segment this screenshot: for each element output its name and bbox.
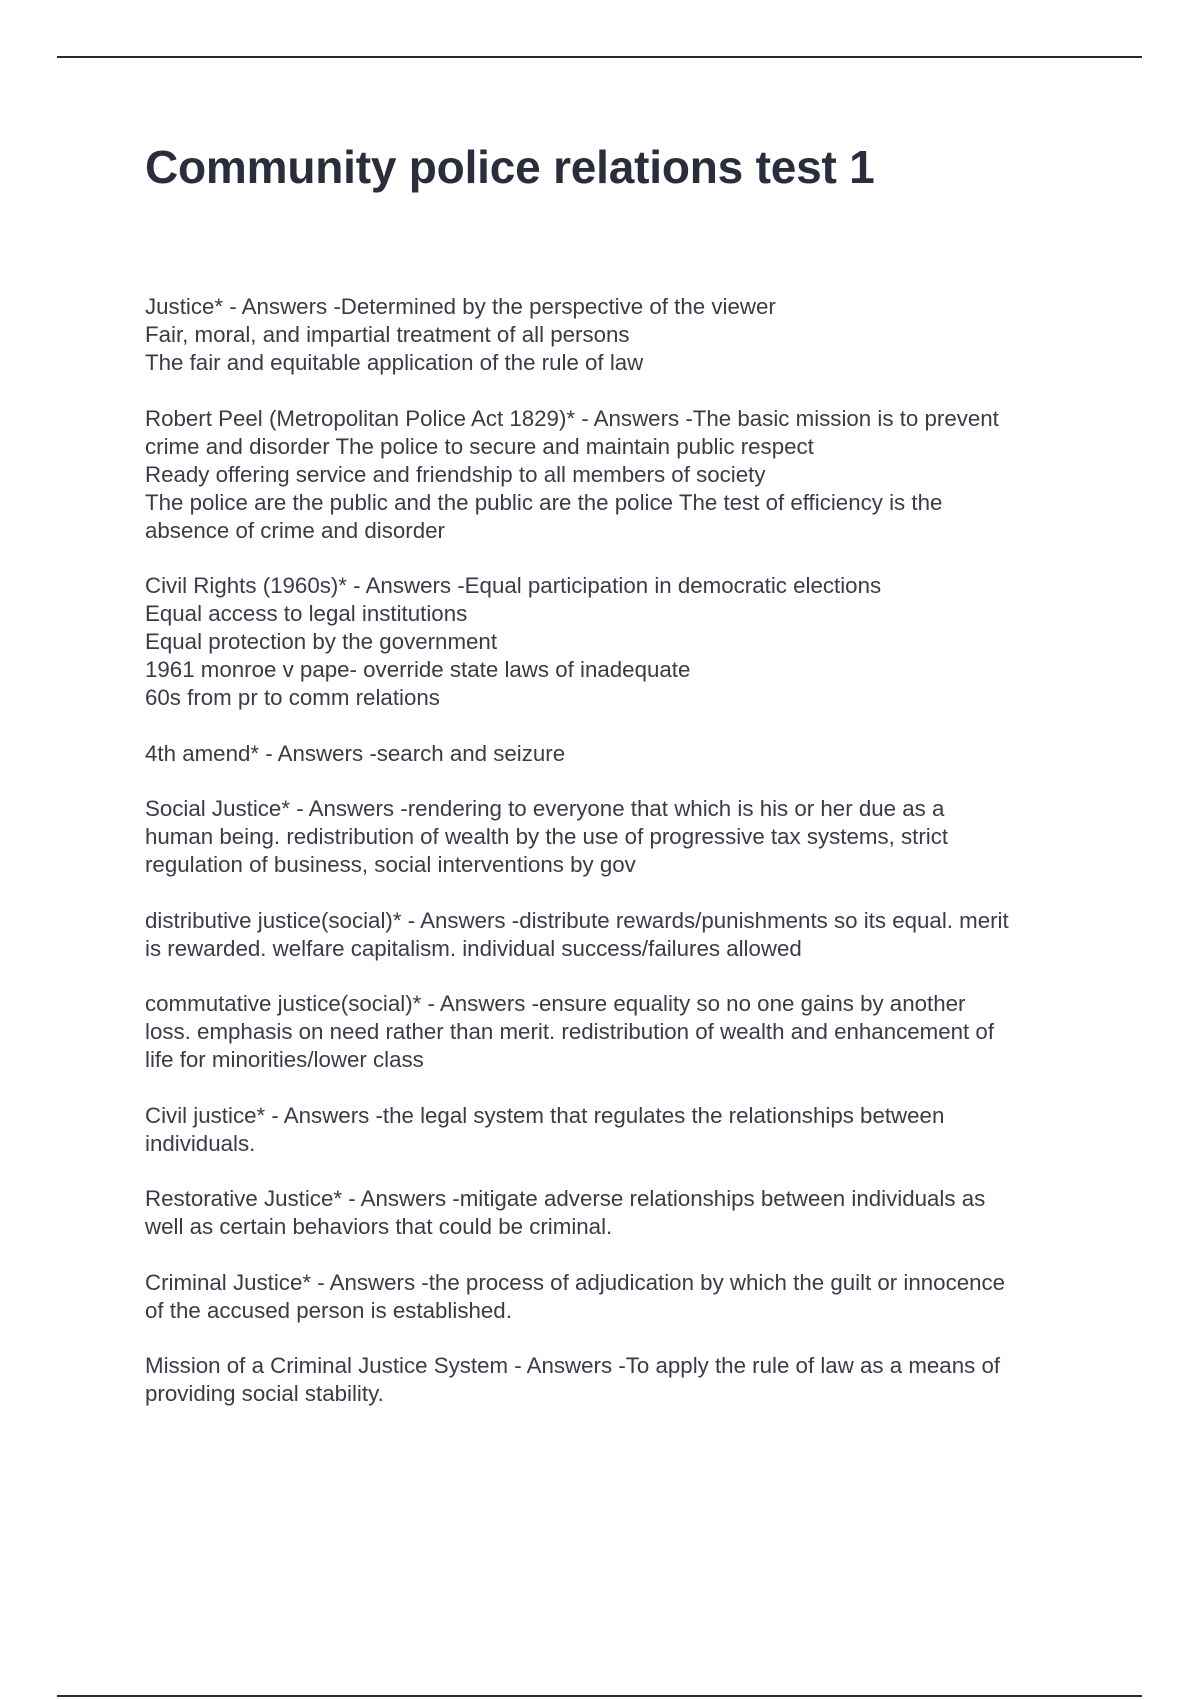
qa-list (145, 293, 1090, 1408)
qa-entry (145, 405, 1090, 545)
qa-line: Fair, moral, and impartial treatment of all persons (145, 322, 630, 348)
qa-entry (145, 1185, 1090, 1241)
qa-line: individuals. (145, 1130, 256, 1156)
qa-entry (145, 1269, 1090, 1325)
qa-line: The fair and equitable application of the rule of law (145, 350, 644, 376)
qa-entry (145, 1352, 1090, 1408)
qa-entry (145, 990, 1090, 1074)
qa-line: Civil justice* - Answers -the legal system that regulates the relationships between (145, 1102, 945, 1128)
qa-line: loss. emphasis on need rather than merit. redistribution of wealth and enhancement of (145, 1019, 995, 1045)
document-body (145, 140, 1090, 1436)
qa-line: commutative justice(social)* - Answers -ensure equality so no one gains by another (145, 991, 966, 1017)
qa-line: providing social stability. (145, 1381, 384, 1407)
qa-line: Equal access to legal institutions (145, 601, 468, 627)
qa-line: life for minorities/lower class (145, 1047, 424, 1073)
qa-line: Justice* - Answers -Determined by the perspective of the viewer (145, 294, 776, 320)
bottom-divider (57, 1695, 1142, 1697)
qa-line: absence of crime and disorder (145, 517, 445, 543)
qa-line: Mission of a Criminal Justice System - Answers -To apply the rule of law as a means of (145, 1353, 1001, 1379)
qa-line: Civil Rights (1960s)* - Answers -Equal participation in democratic elections (145, 573, 882, 599)
qa-line: human being. redistribution of wealth by the use of progressive tax systems, strict (145, 824, 949, 850)
page-title: Community police relations test 1 (145, 141, 875, 193)
qa-line: Social Justice* - Answers -rendering to everyone that which is his or her due as a (145, 796, 945, 822)
qa-line: Restorative Justice* - Answers -mitigate adverse relationships between individuals as (145, 1186, 986, 1212)
qa-line: regulation of business, social interventions by gov (145, 852, 636, 878)
qa-line: Robert Peel (Metropolitan Police Act 1829)* - Answers -The basic mission is to prevent (145, 405, 999, 431)
qa-line: The police are the public and the public are the police The test of efficiency is the (145, 489, 943, 515)
qa-entry (145, 572, 1090, 712)
qa-line: distributive justice(social)* - Answers -distribute rewards/punishments so its equal. merit (145, 907, 1009, 933)
qa-entry (145, 740, 1090, 768)
qa-line: well as certain behaviors that could be criminal. (145, 1214, 613, 1240)
qa-line: 1961 monroe v pape- override state laws of inadequate (145, 657, 691, 683)
qa-entry (145, 907, 1090, 963)
qa-line: Equal protection by the government (145, 629, 498, 655)
qa-entry (145, 293, 1090, 377)
qa-line: crime and disorder The police to secure and maintain public respect (145, 433, 814, 459)
qa-entry (145, 1102, 1090, 1158)
qa-line: 4th amend* - Answers -search and seizure (145, 740, 566, 766)
qa-line: Ready offering service and friendship to all members of society (145, 461, 766, 487)
qa-line: 60s from pr to comm relations (145, 685, 440, 711)
qa-line: Criminal Justice* - Answers -the process of adjudication by which the guilt or innocence (145, 1269, 1006, 1295)
qa-entry (145, 795, 1090, 879)
qa-line: of the accused person is established. (145, 1297, 512, 1323)
top-divider (57, 56, 1142, 58)
qa-line: is rewarded. welfare capitalism. individual success/failures allowed (145, 935, 802, 961)
